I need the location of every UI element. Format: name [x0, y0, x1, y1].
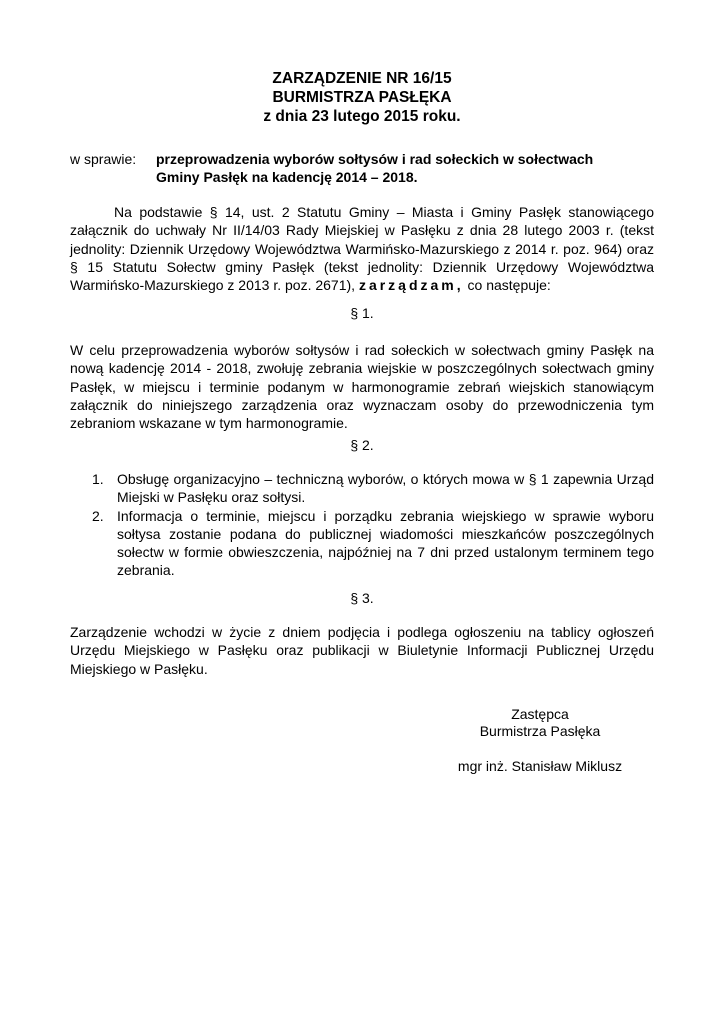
- list-item-text: Obsługę organizacyjno – techniczną wyborów, o których mowa w § 1 zapewnia Urząd Miejski w Pasłęku oraz sołtysi.: [117, 471, 654, 506]
- intro-paragraph: [70, 203, 654, 294]
- signature-name: mgr inż. Stanisław Miklusz: [457, 758, 623, 774]
- section-2-heading: § 2.: [350, 437, 374, 453]
- intro-ending: co następuje:: [467, 277, 551, 294]
- intro-text: Na podstawie § 14, ust. 2 Statutu Gminy – Miasta i Gminy Pasłęk stanowiącego załącznik do uchwały Nr II/14/03 Rady Miejskiej w Pasłęku z dnia 28 lutego 2003 r. (tekst jednolity: Dziennik Urzędowy Województwa Warmińsko-Mazurskiego z 2014 r. poz. 964) oraz § 15 Statutu Sołectw gminy Pasłęk (tekst jednolity: Dziennik Urzędowy Województwa Warmińsko-Mazurskiego z 2013 r. poz. 2671),: [70, 204, 654, 294]
- title-line-1: ZARZĄDZENIE NR 16/15: [272, 70, 452, 87]
- title-line-3: z dnia 23 lutego 2015 roku.: [263, 108, 461, 125]
- list-item: [70, 470, 654, 507]
- section-3-heading: § 3.: [350, 590, 374, 606]
- document-title: [0, 69, 724, 126]
- section-1-heading: § 1.: [350, 305, 374, 321]
- section-1-text: W celu przeprowadzenia wyborów sołtysów i rad sołeckich w sołectwach gminy Pasłęk na nową kadencję 2014 - 2018, zwołuję zebrania wiejskie w poszczególnych sołectwach gminy Pasłęk, w miejscu i terminie podanym w harmonogramie zebrań wiejskich stanowiącym załącznik do niniejszego zarządzenia oraz wyznaczam osoby do przewodniczenia tym zebraniom wskazane w tym harmonogramie.: [70, 342, 654, 432]
- subject-line-1: przeprowadzenia wyborów sołtysów i rad sołeckich w sołectwach: [156, 151, 594, 167]
- list-item-text: Informacja o terminie, miejscu i porządku zebrania wiejskiego w sprawie wyboru sołtysa zostanie podana do publicznej wiadomości mieszkańców poszczególnych sołectw w formie obwieszczenia, najpóźniej na 7 dni przed ustalonym terminem tego zebrania.: [117, 507, 654, 579]
- list-item-number: 2.: [92, 507, 104, 524]
- title-line-2: BURMISTRZA PASŁĘKA: [272, 89, 452, 106]
- section-2-list: [70, 470, 654, 580]
- list-item: [70, 507, 654, 580]
- subject-line-2: Gminy Pasłęk na kadencję 2014 – 2018.: [156, 169, 418, 185]
- subject-label: w sprawie:: [70, 151, 137, 167]
- signature-role-line-2: Burmistrza Pasłęka: [479, 723, 601, 739]
- signature-role-line-1: Zastępca: [511, 706, 569, 722]
- section-3-text: Zarządzenie wchodzi w życie z dniem podjęcia i podlega ogłoszeniu na tablicy ogłoszeń Urzędu Miejskiego w Pasłęku oraz publikacji w Biuletynie Informacji Publicznej Urzędu Miejskiego w Pasłęku.: [70, 624, 654, 677]
- list-item-number: 1.: [92, 471, 104, 487]
- subject-text: [156, 150, 636, 186]
- decree-word: zarządzam,: [358, 277, 464, 294]
